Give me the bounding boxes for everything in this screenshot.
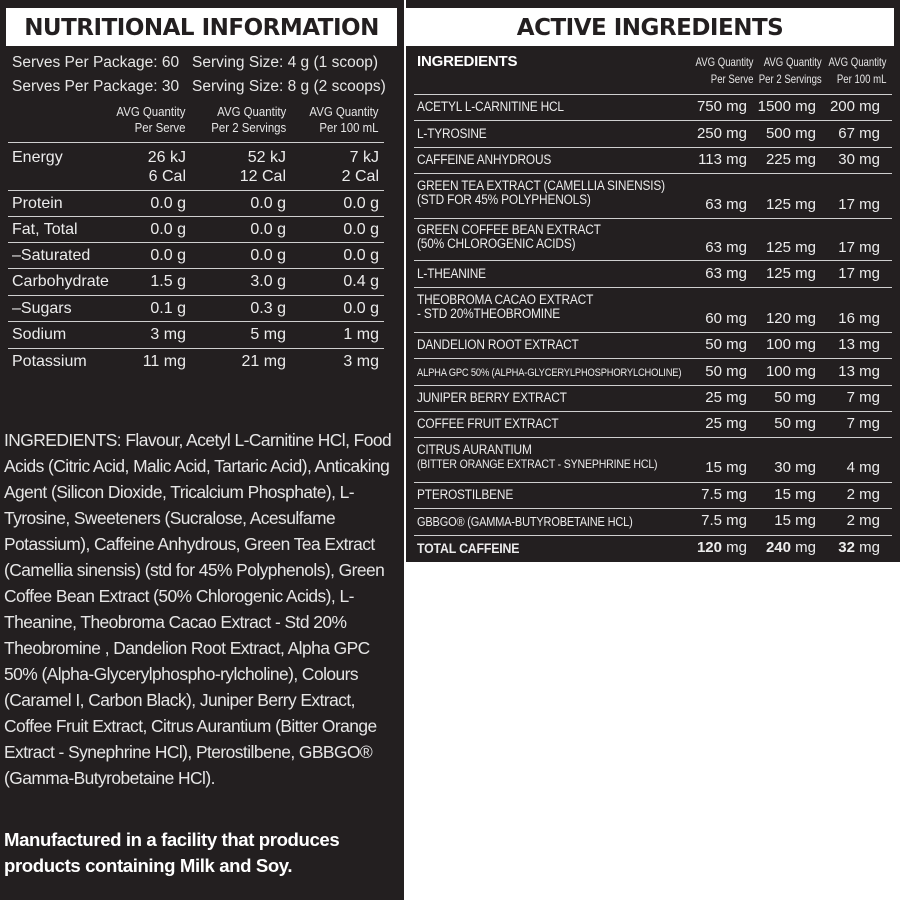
- ingredient-name: PTEROSTILBENE: [417, 487, 514, 502]
- value-per-serve: 0.0 g: [150, 221, 186, 238]
- value-per-100ml: 0.0 g: [343, 300, 379, 317]
- value-per-2-servings: 120 mg: [765, 310, 816, 327]
- value-per-2-servings: 5 mg: [250, 326, 286, 343]
- col-header-per-2-servings: [211, 104, 286, 136]
- serves-per-package: Serves Per Package: 60: [12, 54, 180, 71]
- ingredient-name: JUNIPER BERRY EXTRACT: [417, 390, 567, 405]
- value-per-serve: 11 mg: [142, 353, 186, 370]
- divider: [414, 358, 892, 359]
- value-per-serve: 25 mg: [705, 389, 747, 406]
- value-per-serve: 60 mg: [705, 310, 747, 327]
- ingredient-name: [417, 179, 665, 207]
- value-per-serve: 0.0 g: [150, 247, 186, 264]
- divider: [414, 508, 892, 509]
- value-per-100ml: 2 mg: [846, 512, 880, 529]
- divider: [414, 260, 892, 261]
- header-line: Per 100 mL: [836, 72, 886, 86]
- value-per-2-servings: 30 mg: [774, 459, 816, 476]
- unit: mg: [795, 539, 816, 556]
- ingredient-name: CAFFEINE ANHYDROUS: [417, 152, 552, 167]
- name-line: CITRUS AURANTIUM: [417, 442, 532, 457]
- header-line: AVG Quantity: [116, 104, 186, 119]
- value-per-100ml: 13 mg: [838, 336, 880, 353]
- divider: [414, 535, 892, 536]
- value-per-2-servings: 0.0 g: [250, 195, 286, 212]
- header-line: AVG Quantity: [216, 104, 286, 119]
- value-per-2-servings: 0.3 g: [250, 300, 286, 317]
- divider: [8, 348, 384, 349]
- kj-value: 52 kJ: [247, 149, 286, 166]
- value-per-2-servings: 50 mg: [774, 389, 816, 406]
- name-line: (BITTER ORANGE EXTRACT - SYNEPHRINE HCL): [417, 457, 658, 471]
- value-per-serve: 7.5 mg: [701, 512, 747, 529]
- total-per-serve: [697, 539, 747, 557]
- value-per-100ml: 30 mg: [838, 151, 880, 168]
- value-per-2-servings: 225 mg: [765, 151, 816, 168]
- header-line: AVG Quantity: [764, 55, 822, 69]
- total-per-100ml: [838, 539, 880, 557]
- header-line: AVG Quantity: [695, 55, 753, 69]
- value-per-2-servings: 21 mg: [241, 353, 286, 370]
- value-per-100ml: [342, 148, 379, 186]
- ingredient-name: COFFEE FRUIT EXTRACT: [417, 416, 559, 431]
- ingredients-column-header: INGREDIENTS: [417, 53, 518, 70]
- name-line: (STD FOR 45% POLYPHENOLS): [417, 192, 591, 207]
- total-per-2-servings: [766, 539, 816, 557]
- serving-size: Serving Size: 8 g (2 scoops): [192, 78, 386, 95]
- row-label: Fat, Total: [12, 221, 78, 238]
- divider: [414, 482, 892, 483]
- total-number: 120: [696, 539, 722, 556]
- value-per-serve: 25 mg: [705, 415, 747, 432]
- value-per-100ml: 4 mg: [846, 459, 880, 476]
- ingredient-name: ALPHA GPC 50% (ALPHA-GLYCERYLPHOSPHORYLCHOLINE): [417, 367, 682, 379]
- row-label: Sodium: [12, 326, 67, 343]
- value-per-serve: 7.5 mg: [701, 486, 747, 503]
- nutrition-title: NUTRITIONAL INFORMATION: [6, 8, 397, 46]
- cal-value: 6 Cal: [148, 168, 186, 185]
- value-per-serve: 0.0 g: [150, 195, 186, 212]
- divider: [8, 321, 384, 322]
- value-per-100ml: 200 mg: [829, 98, 880, 115]
- row-label: Potassium: [12, 353, 87, 370]
- value-per-100ml: 67 mg: [838, 125, 880, 142]
- divider: [8, 190, 384, 191]
- value-per-serve: 63 mg: [705, 196, 747, 213]
- ingredients-list-text: INGREDIENTS: Flavour, Acetyl L-Carnitine HCl, Food Acids (Citric Acid, Malic Acid, Tartaric Acid), Anticaking Agent (Silicon Dioxide, Tricalcium Phosphate), L-Tyrosine, Sweeteners (Sucralose, Acesulfame Potassium), Caffeine Anhydrous, Green Tea Extract (Camellia sinensis) (std for 45% Polyphenols), Green Coffee Bean Extract (50% Chlorogenic Acids), L-Theanine, Theobroma Cacao Extract - Std 20% Theobromine , Dandelion Root Extract, Alpha GPC 50% (Alpha-Glycerylphospho-rylcholine), Colours (Caramel I, Carbon Black), Juniper Berry Extract, Coffee Fruit Extract, Citrus Aurantium (Bitter Orange Extract - Synephrine HCl), Pterostilbene, GBBGO® (Gamma-Butyrobetaine HCl).: [4, 430, 392, 788]
- header-line: Per 2 Servings: [210, 120, 286, 135]
- divider: [8, 242, 384, 243]
- value-per-serve: 50 mg: [705, 363, 747, 380]
- value-per-serve: 750 mg: [696, 98, 747, 115]
- value-per-100ml: 17 mg: [838, 239, 880, 256]
- value-per-2-servings: 50 mg: [774, 415, 816, 432]
- ingredient-name: DANDELION ROOT EXTRACT: [417, 337, 579, 352]
- row-label: Energy: [12, 149, 63, 166]
- total-label: TOTAL CAFFEINE: [417, 540, 520, 556]
- value-per-100ml: 0.4 g: [343, 273, 379, 290]
- value-per-100ml: 13 mg: [838, 363, 880, 380]
- ingredient-name: [417, 223, 601, 251]
- divider: [414, 411, 892, 412]
- col-header-per-serve: [695, 54, 753, 88]
- value-per-100ml: 2 mg: [846, 486, 880, 503]
- unit: mg: [859, 539, 880, 556]
- divider: [414, 385, 892, 386]
- total-number: 32: [838, 539, 855, 556]
- divider: [8, 295, 384, 296]
- divider: [414, 437, 892, 438]
- divider: [8, 142, 384, 143]
- divider: [414, 173, 892, 174]
- nutrition-panel: [0, 0, 404, 900]
- ingredient-name: GBBGO® (GAMMA-BUTYROBETAINE HCL): [417, 515, 633, 529]
- divider: [414, 120, 892, 121]
- value-per-serve: 15 mg: [705, 459, 747, 476]
- divider: [414, 287, 892, 288]
- value-per-serve: 50 mg: [705, 336, 747, 353]
- row-label: Carbohydrate: [12, 273, 109, 290]
- value-per-2-servings: 0.0 g: [250, 247, 286, 264]
- serving-size: Serving Size: 4 g (1 scoop): [192, 54, 379, 71]
- col-header-per-100ml: [310, 104, 379, 136]
- cal-value: 2 Cal: [341, 168, 379, 185]
- value-per-2-servings: 125 mg: [765, 196, 816, 213]
- col-header-per-100ml: [828, 54, 886, 88]
- kj-value: 7 kJ: [349, 149, 379, 166]
- value-per-serve: [148, 148, 186, 186]
- value-per-2-servings: 3.0 g: [250, 273, 286, 290]
- value-per-2-servings: [240, 148, 286, 186]
- value-per-serve: 63 mg: [705, 265, 747, 282]
- header-line: Per Serve: [710, 72, 753, 86]
- divider: [8, 216, 384, 217]
- active-ingredients-panel: [406, 0, 900, 562]
- ingredient-name: L-THEANINE: [417, 266, 486, 281]
- value-per-2-servings: 500 mg: [765, 125, 816, 142]
- value-per-100ml: 1 mg: [343, 326, 379, 343]
- value-per-2-servings: 1500 mg: [757, 98, 816, 115]
- ingredient-name: ACETYL L-CARNITINE HCL: [417, 99, 564, 114]
- header-line: Per 2 Servings: [759, 72, 822, 86]
- value-per-100ml: 17 mg: [838, 196, 880, 213]
- value-per-serve: 0.1 g: [150, 300, 186, 317]
- divider: [414, 147, 892, 148]
- row-label: –Sugars: [12, 300, 72, 317]
- header-line: Per 100 mL: [319, 120, 379, 135]
- cal-value: 12 Cal: [239, 168, 286, 185]
- value-per-100ml: 7 mg: [846, 389, 880, 406]
- value-per-100ml: 0.0 g: [343, 247, 379, 264]
- allergen-note: Manufactured in a facility that produces products containing Milk and Soy.: [4, 829, 340, 876]
- value-per-100ml: 0.0 g: [343, 195, 379, 212]
- value-per-2-servings: 100 mg: [765, 336, 816, 353]
- value-per-100ml: 17 mg: [838, 265, 880, 282]
- header-line: Per Serve: [135, 120, 186, 135]
- name-line: GREEN COFFEE BEAN EXTRACT: [417, 222, 601, 237]
- value-per-2-servings: 15 mg: [774, 486, 816, 503]
- divider: [8, 268, 384, 269]
- value-per-2-servings: 0.0 g: [250, 221, 286, 238]
- value-per-2-servings: 15 mg: [774, 512, 816, 529]
- row-label: –Saturated: [12, 247, 91, 264]
- name-line: (50% CHLOROGENIC ACIDS): [417, 236, 576, 251]
- header-line: AVG Quantity: [309, 104, 379, 119]
- ingredient-name: [417, 443, 657, 471]
- total-number: 240: [765, 539, 791, 556]
- ingredient-name: [417, 293, 593, 321]
- header-line: AVG Quantity: [828, 55, 886, 69]
- row-label: Protein: [12, 195, 63, 212]
- value-per-2-servings: 100 mg: [765, 363, 816, 380]
- value-per-serve: 1.5 g: [150, 273, 186, 290]
- divider: [414, 94, 892, 95]
- serves-per-package: Serves Per Package: 30: [12, 78, 180, 95]
- active-ingredients-title: ACTIVE INGREDIENTS: [406, 8, 894, 46]
- kj-value: 26 kJ: [147, 149, 186, 166]
- col-header-per-2-servings: [759, 54, 822, 88]
- col-header-per-serve: [117, 104, 186, 136]
- divider: [414, 332, 892, 333]
- unit: mg: [726, 539, 747, 556]
- value-per-serve: 3 mg: [150, 326, 186, 343]
- name-line: GREEN TEA EXTRACT (CAMELLIA SINENSIS): [417, 178, 665, 193]
- value-per-2-servings: 125 mg: [765, 239, 816, 256]
- value-per-100ml: 7 mg: [846, 415, 880, 432]
- value-per-100ml: 16 mg: [838, 310, 880, 327]
- value-per-100ml: 3 mg: [343, 353, 379, 370]
- value-per-100ml: 0.0 g: [343, 221, 379, 238]
- name-line: - STD 20%THEOBROMINE: [417, 306, 561, 321]
- value-per-serve: 250 mg: [696, 125, 747, 142]
- value-per-serve: 63 mg: [705, 239, 747, 256]
- ingredient-name: L-TYROSINE: [417, 126, 487, 141]
- value-per-2-servings: 125 mg: [765, 265, 816, 282]
- name-line: THEOBROMA CACAO EXTRACT: [417, 292, 594, 307]
- value-per-serve: 113 mg: [698, 151, 747, 168]
- divider: [414, 218, 892, 219]
